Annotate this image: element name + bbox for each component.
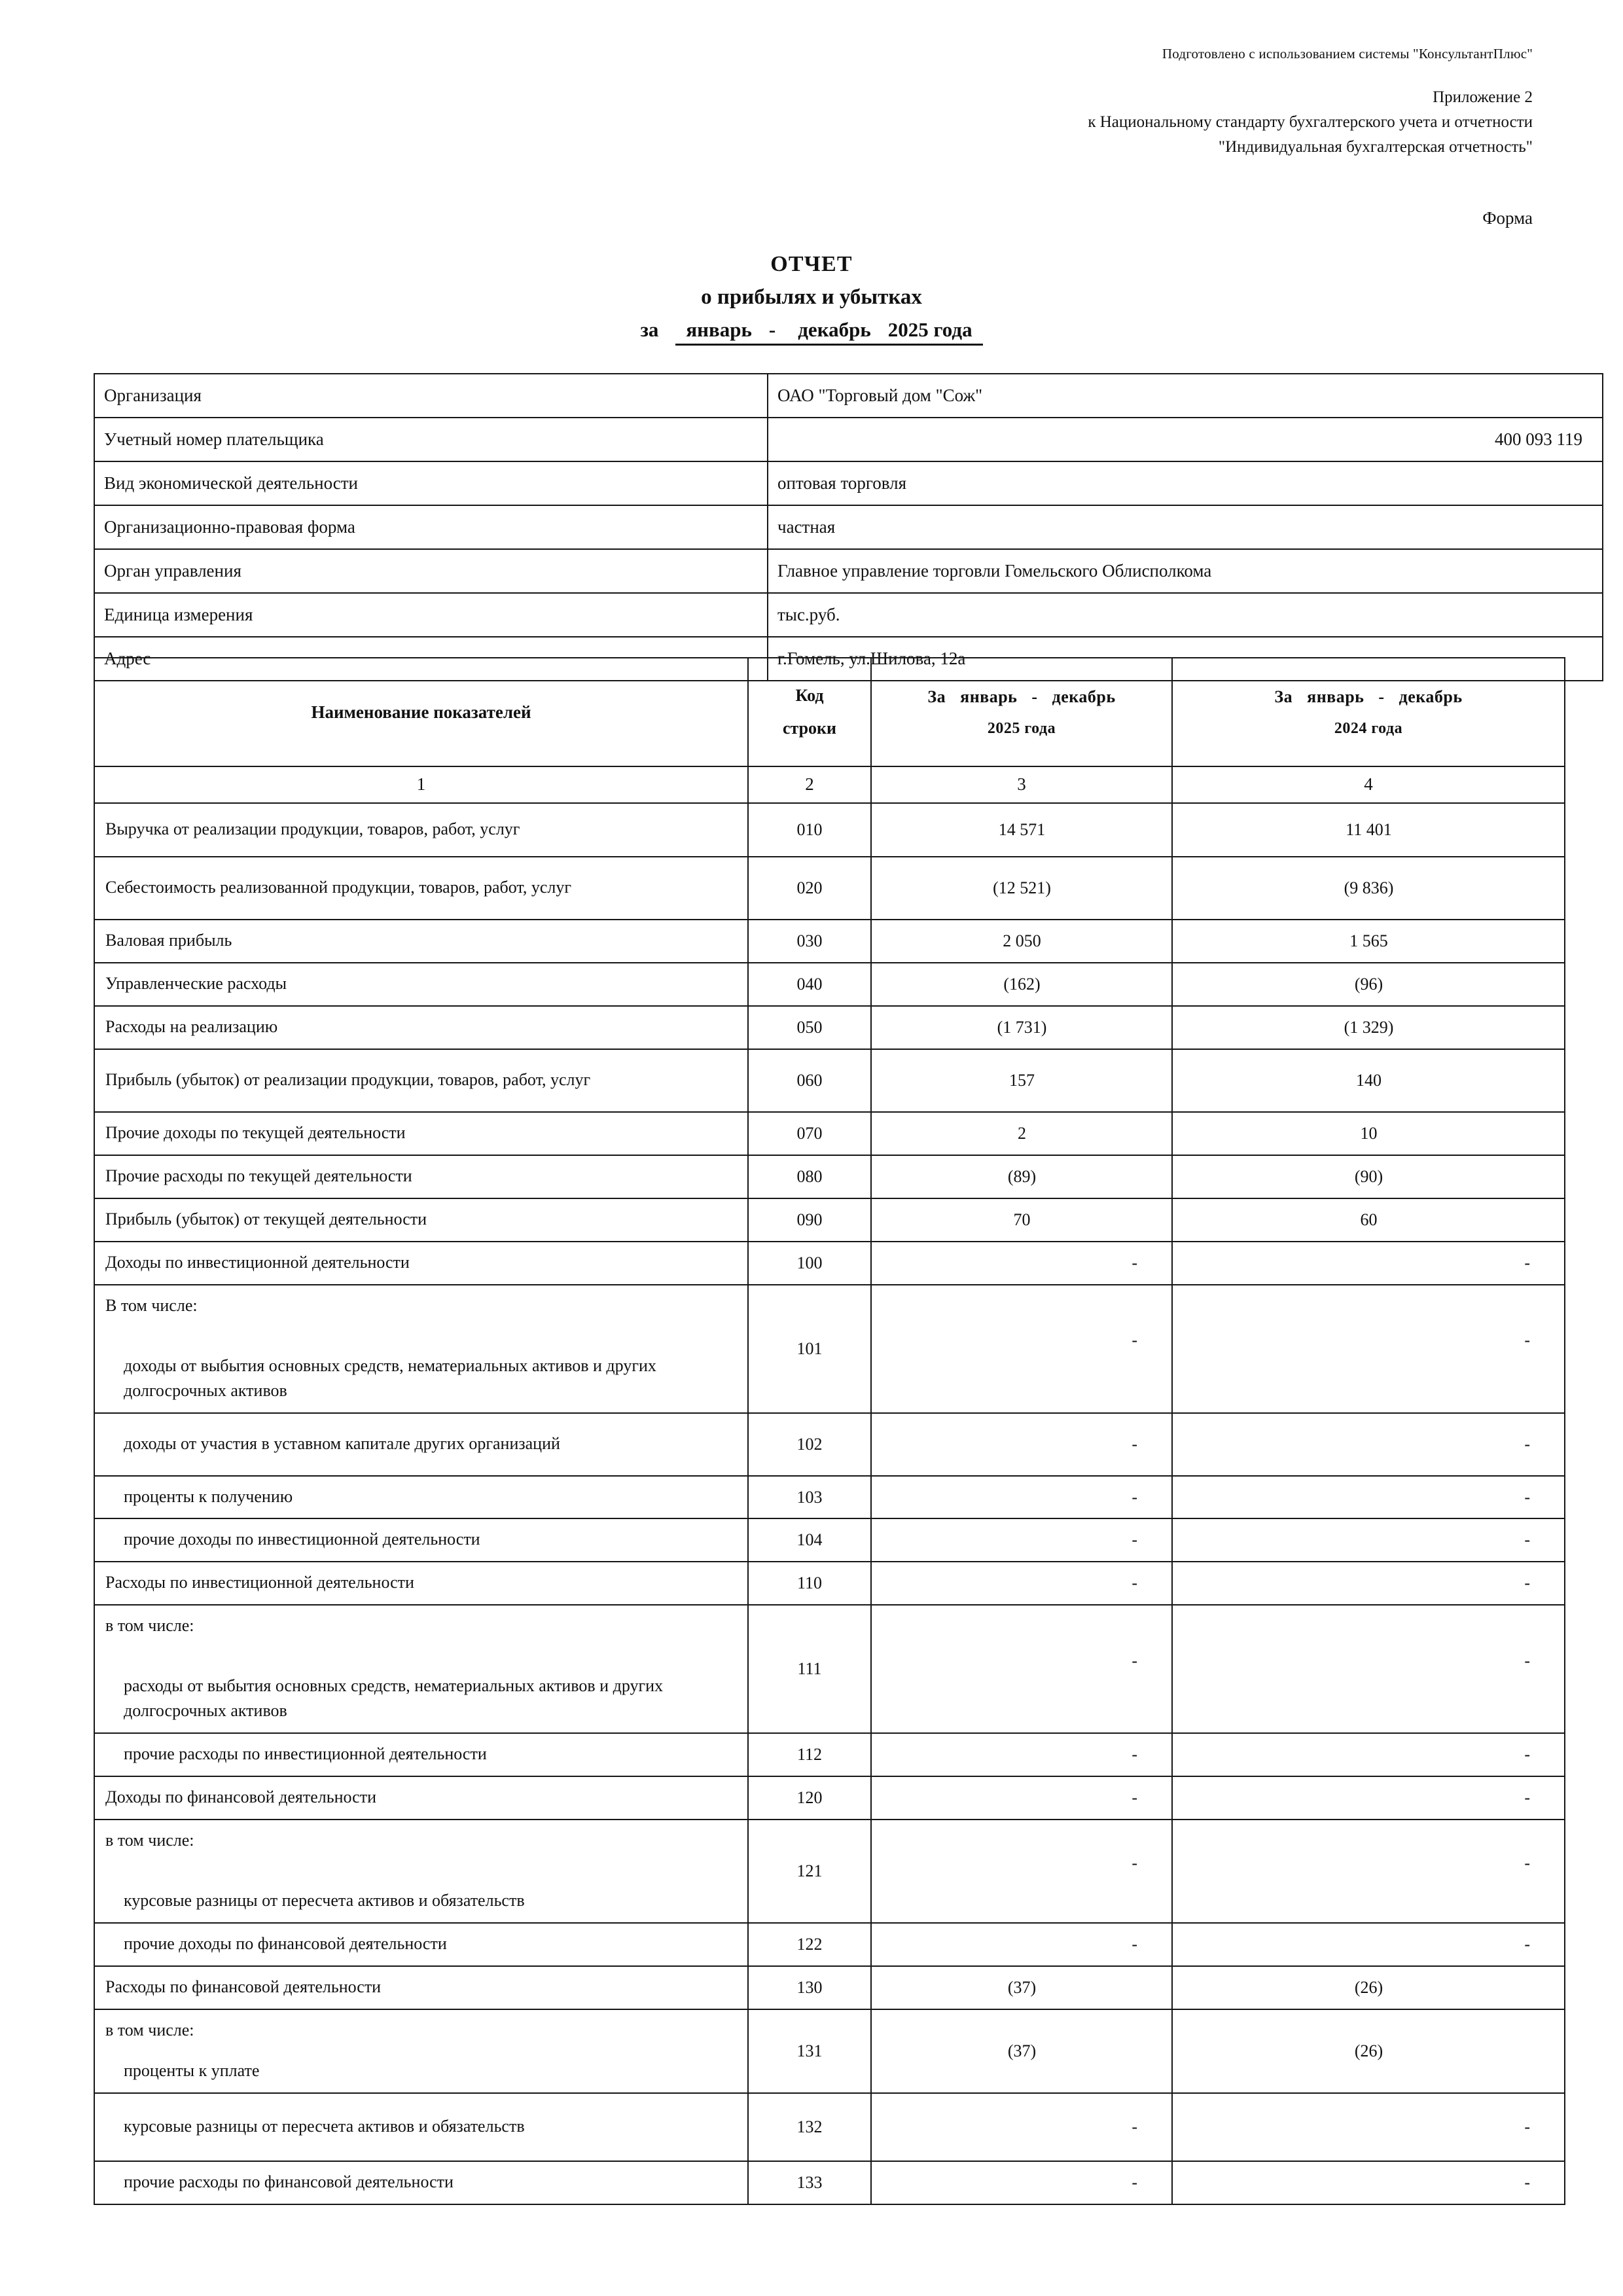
row-label: курсовые разницы от пересчета активов и обязательств <box>124 2116 525 2136</box>
row-value-current: (37) <box>871 2009 1172 2093</box>
row-label: прочие расходы по инвестиционной деятельности <box>124 1744 487 1764</box>
row-value-current: 2 <box>871 1112 1172 1155</box>
row-value-current: (89) <box>871 1155 1172 1198</box>
table-column-number-row <box>94 766 1565 803</box>
col-number-4: 4 <box>1172 766 1565 803</box>
row-line-code: 102 <box>748 1413 871 1476</box>
row-value-current: - <box>871 1923 1172 1966</box>
table-row <box>94 505 1603 549</box>
row-value-current: 2 050 <box>871 920 1172 963</box>
table-row <box>94 549 1603 593</box>
col-number-3: 3 <box>871 766 1172 803</box>
row-label: Прочие доходы по текущей деятельности <box>105 1122 406 1142</box>
row-indicator-name <box>94 2161 748 2204</box>
table-row <box>94 857 1565 920</box>
row-spacer <box>124 1853 738 1888</box>
row-spacer <box>124 1638 738 1674</box>
table-row <box>94 418 1603 461</box>
row-line-code: 112 <box>748 1733 871 1776</box>
previous-period-line1: За январь - декабрь <box>1274 687 1463 706</box>
row-indicator-name <box>94 1776 748 1820</box>
row-indicator-name <box>94 1413 748 1476</box>
row-label: Прибыль (убыток) от текущей деятельности <box>105 1209 427 1229</box>
row-subheading: В том числе: <box>105 1295 198 1315</box>
row-line-code: 030 <box>748 920 871 963</box>
row-value-previous: - <box>1172 1476 1565 1519</box>
profit-loss-table <box>94 657 1565 2205</box>
table-row <box>94 2161 1565 2204</box>
appendix-reference <box>1088 85 1533 160</box>
row-value-current: - <box>871 1562 1172 1605</box>
report-period <box>0 318 1623 346</box>
row-indicator-name <box>94 1242 748 1285</box>
row-value-previous: (90) <box>1172 1155 1565 1198</box>
appendix-standard: к Национальному стандарту бухгалтерского учета и отчетности <box>1088 113 1533 131</box>
report-subtitle: о прибылях и убытках <box>701 285 922 309</box>
row-indicator-name <box>94 857 748 920</box>
row-value-previous: - <box>1172 2161 1565 2204</box>
row-label: Расходы на реализацию <box>105 1016 278 1036</box>
row-label: Себестоимость реализованной продукции, товаров, работ, услуг <box>105 878 572 897</box>
row-value-previous: 11 401 <box>1172 803 1565 857</box>
row-indicator-name <box>94 1518 748 1562</box>
table-row <box>94 1518 1565 1562</box>
table-row <box>94 1112 1565 1155</box>
organization-info-table <box>94 373 1603 681</box>
row-label: Доходы по инвестиционной деятельности <box>105 1252 410 1272</box>
period-value <box>675 318 982 346</box>
row-value-previous: (96) <box>1172 963 1565 1006</box>
row-indicator-name <box>94 1198 748 1242</box>
row-value-current: - <box>871 2161 1172 2204</box>
col-header-indicator-name: Наименование показателей <box>94 658 748 766</box>
previous-period-year: 2024 года <box>1334 719 1403 737</box>
row-line-code: 104 <box>748 1518 871 1562</box>
table-row <box>94 1966 1565 2009</box>
table-row <box>94 1285 1565 1413</box>
table-row <box>94 374 1603 418</box>
table-row <box>94 1476 1565 1519</box>
col-number-1: 1 <box>94 766 748 803</box>
table-header-row <box>94 658 1565 766</box>
row-line-code: 122 <box>748 1923 871 1966</box>
row-value-previous: - <box>1172 1820 1565 1923</box>
row-value-previous: - <box>1172 1776 1565 1820</box>
table-row <box>94 1733 1565 1776</box>
row-line-code: 070 <box>748 1112 871 1155</box>
row-value-previous: - <box>1172 1242 1565 1285</box>
col-header-current-period <box>871 658 1172 766</box>
table-row <box>94 593 1603 637</box>
org-value-activity-type: оптовая торговля <box>768 461 1603 505</box>
row-value-previous: - <box>1172 1605 1565 1733</box>
table-row <box>94 963 1565 1006</box>
org-label-address: Адрес <box>94 637 768 681</box>
row-value-previous: (1 329) <box>1172 1006 1565 1049</box>
org-value-organization: ОАО "Торговый дом "Сож" <box>768 374 1603 418</box>
row-indicator-name <box>94 2009 748 2093</box>
table-row <box>94 1242 1565 1285</box>
row-subheading: в том числе: <box>105 1831 194 1850</box>
org-label-organization: Организация <box>94 374 768 418</box>
org-label-activity-type: Вид экономической деятельности <box>94 461 768 505</box>
table-row <box>94 1605 1565 1733</box>
row-value-current: - <box>871 1476 1172 1519</box>
col-number-2: 2 <box>748 766 871 803</box>
period-dash: - <box>768 317 776 341</box>
row-value-previous: - <box>1172 1562 1565 1605</box>
table-row <box>94 1049 1565 1112</box>
row-line-code: 050 <box>748 1006 871 1049</box>
row-label: доходы от участия в уставном капитале других организаций <box>124 1433 560 1453</box>
table-row <box>94 1820 1565 1923</box>
row-indicator-name <box>94 1049 748 1112</box>
table-row <box>94 1006 1565 1049</box>
form-label: Форма <box>1482 208 1533 228</box>
row-label: проценты к уплате <box>124 2060 260 2080</box>
row-value-previous: - <box>1172 1733 1565 1776</box>
row-indicator-name <box>94 1923 748 1966</box>
col-header-previous-period <box>1172 658 1565 766</box>
row-indicator-name <box>94 1006 748 1049</box>
org-label-legal-form: Организационно-правовая форма <box>94 505 768 549</box>
row-value-current: 14 571 <box>871 803 1172 857</box>
current-period-line1: За январь - декабрь <box>927 687 1116 706</box>
row-value-current: (162) <box>871 963 1172 1006</box>
code-header-line1: Код <box>795 686 824 706</box>
row-indicator-name <box>94 803 748 857</box>
row-value-previous: 60 <box>1172 1198 1565 1242</box>
row-line-code: 131 <box>748 2009 871 2093</box>
row-label: Доходы по финансовой деятельности <box>105 1787 376 1807</box>
consultant-plus-notice: Подготовлено с использованием системы "КонсультантПлюс" <box>1162 46 1533 62</box>
row-line-code: 040 <box>748 963 871 1006</box>
row-line-code: 090 <box>748 1198 871 1242</box>
row-value-previous: 140 <box>1172 1049 1565 1112</box>
row-value-previous: - <box>1172 2093 1565 2161</box>
org-label-unit: Единица измерения <box>94 593 768 637</box>
row-value-current: 157 <box>871 1049 1172 1112</box>
row-spacer <box>124 2043 738 2058</box>
row-value-current: - <box>871 1285 1172 1413</box>
report-title-block <box>0 250 1623 346</box>
row-value-current: - <box>871 1820 1172 1923</box>
table-row <box>94 1562 1565 1605</box>
appendix-standard-title: "Индивидуальная бухгалтерская отчетность" <box>1218 138 1533 156</box>
row-label: доходы от выбытия основных средств, нематериальных активов и других долгосрочных активов <box>124 1355 656 1400</box>
row-value-previous: - <box>1172 1518 1565 1562</box>
row-label: Прочие расходы по текущей деятельности <box>105 1166 412 1185</box>
row-value-current: 70 <box>871 1198 1172 1242</box>
row-line-code: 080 <box>748 1155 871 1198</box>
row-indicator-name <box>94 1562 748 1605</box>
table-row <box>94 1776 1565 1820</box>
row-value-previous: - <box>1172 1923 1565 1966</box>
row-label: Управленческие расходы <box>105 973 287 993</box>
col-header-line-code <box>748 658 871 766</box>
org-label-governing-body: Орган управления <box>94 549 768 593</box>
period-month-to: декабрь <box>798 317 871 341</box>
row-value-current: - <box>871 1733 1172 1776</box>
row-value-previous: 1 565 <box>1172 920 1565 963</box>
appendix-number: Приложение 2 <box>1433 88 1533 106</box>
row-indicator-name <box>94 1820 748 1923</box>
table-row <box>94 920 1565 963</box>
code-header-line2: строки <box>782 719 837 738</box>
row-line-code: 110 <box>748 1562 871 1605</box>
table-row <box>94 2093 1565 2161</box>
row-line-code: 060 <box>748 1049 871 1112</box>
row-indicator-name <box>94 1112 748 1155</box>
row-value-previous: - <box>1172 1285 1565 1413</box>
row-line-code: 020 <box>748 857 871 920</box>
row-value-current: - <box>871 1518 1172 1562</box>
org-value-taxpayer-number: 400 093 119 <box>768 418 1603 461</box>
row-line-code: 130 <box>748 1966 871 2009</box>
period-prefix: за <box>640 317 659 341</box>
org-value-address: г.Гомель, ул.Шилова, 12а <box>768 637 1603 681</box>
row-line-code: 133 <box>748 2161 871 2204</box>
row-label: прочие расходы по финансовой деятельности <box>124 2172 454 2191</box>
row-line-code: 111 <box>748 1605 871 1733</box>
current-period-year: 2025 года <box>987 719 1056 737</box>
page-title: ОТЧЕТ <box>770 252 853 276</box>
row-label: Расходы по инвестиционной деятельности <box>105 1573 414 1592</box>
org-value-legal-form: частная <box>768 505 1603 549</box>
row-line-code: 010 <box>748 803 871 857</box>
org-value-governing-body: Главное управление торговли Гомельского Облисполкома <box>768 549 1603 593</box>
row-value-current: - <box>871 2093 1172 2161</box>
table-row <box>94 461 1603 505</box>
row-label: Валовая прибыль <box>105 931 232 950</box>
row-value-previous: 10 <box>1172 1112 1565 1155</box>
table-row <box>94 1923 1565 1966</box>
row-indicator-name <box>94 920 748 963</box>
row-line-code: 103 <box>748 1476 871 1519</box>
row-indicator-name <box>94 1605 748 1733</box>
row-indicator-name <box>94 1966 748 2009</box>
row-label: прочие доходы по инвестиционной деятельности <box>124 1530 480 1549</box>
row-value-previous: (26) <box>1172 2009 1565 2093</box>
org-value-unit: тыс.руб. <box>768 593 1603 637</box>
row-indicator-name <box>94 1155 748 1198</box>
row-label: расходы от выбытия основных средств, нематериальных активов и других долгосрочных активов <box>124 1676 664 1721</box>
row-indicator-name <box>94 963 748 1006</box>
row-indicator-name <box>94 1476 748 1519</box>
row-indicator-name <box>94 1285 748 1413</box>
period-month-from: январь <box>686 317 752 341</box>
row-line-code: 121 <box>748 1820 871 1923</box>
row-value-previous: - <box>1172 1413 1565 1476</box>
row-line-code: 120 <box>748 1776 871 1820</box>
row-value-current: - <box>871 1605 1172 1733</box>
org-label-taxpayer-number: Учетный номер плательщика <box>94 418 768 461</box>
table-row <box>94 803 1565 857</box>
row-line-code: 132 <box>748 2093 871 2161</box>
row-line-code: 100 <box>748 1242 871 1285</box>
table-row <box>94 1413 1565 1476</box>
row-value-previous: (26) <box>1172 1966 1565 2009</box>
row-spacer <box>124 1318 738 1354</box>
table-row <box>94 2009 1565 2093</box>
row-value-current: - <box>871 1776 1172 1820</box>
row-value-current: (1 731) <box>871 1006 1172 1049</box>
row-value-current: (37) <box>871 1966 1172 2009</box>
row-label: проценты к получению <box>124 1486 293 1506</box>
row-label: Расходы по финансовой деятельности <box>105 1977 382 1997</box>
row-line-code: 101 <box>748 1285 871 1413</box>
row-subheading: в том числе: <box>105 2020 194 2039</box>
table-row <box>94 1198 1565 1242</box>
row-label: прочие доходы по финансовой деятельности <box>124 1934 447 1954</box>
row-value-current: (12 521) <box>871 857 1172 920</box>
row-label: курсовые разницы от пересчета активов и обязательств <box>124 1891 525 1910</box>
row-indicator-name <box>94 2093 748 2161</box>
row-value-current: - <box>871 1413 1172 1476</box>
row-label: Выручка от реализации продукции, товаров, работ, услуг <box>105 819 520 839</box>
row-value-previous: (9 836) <box>1172 857 1565 920</box>
table-row <box>94 1155 1565 1198</box>
row-label: Прибыль (убыток) от реализации продукции, товаров, работ, услуг <box>105 1069 591 1089</box>
row-value-current: - <box>871 1242 1172 1285</box>
row-subheading: в том числе: <box>105 1616 194 1636</box>
row-indicator-name <box>94 1733 748 1776</box>
period-year: 2025 года <box>887 317 972 341</box>
